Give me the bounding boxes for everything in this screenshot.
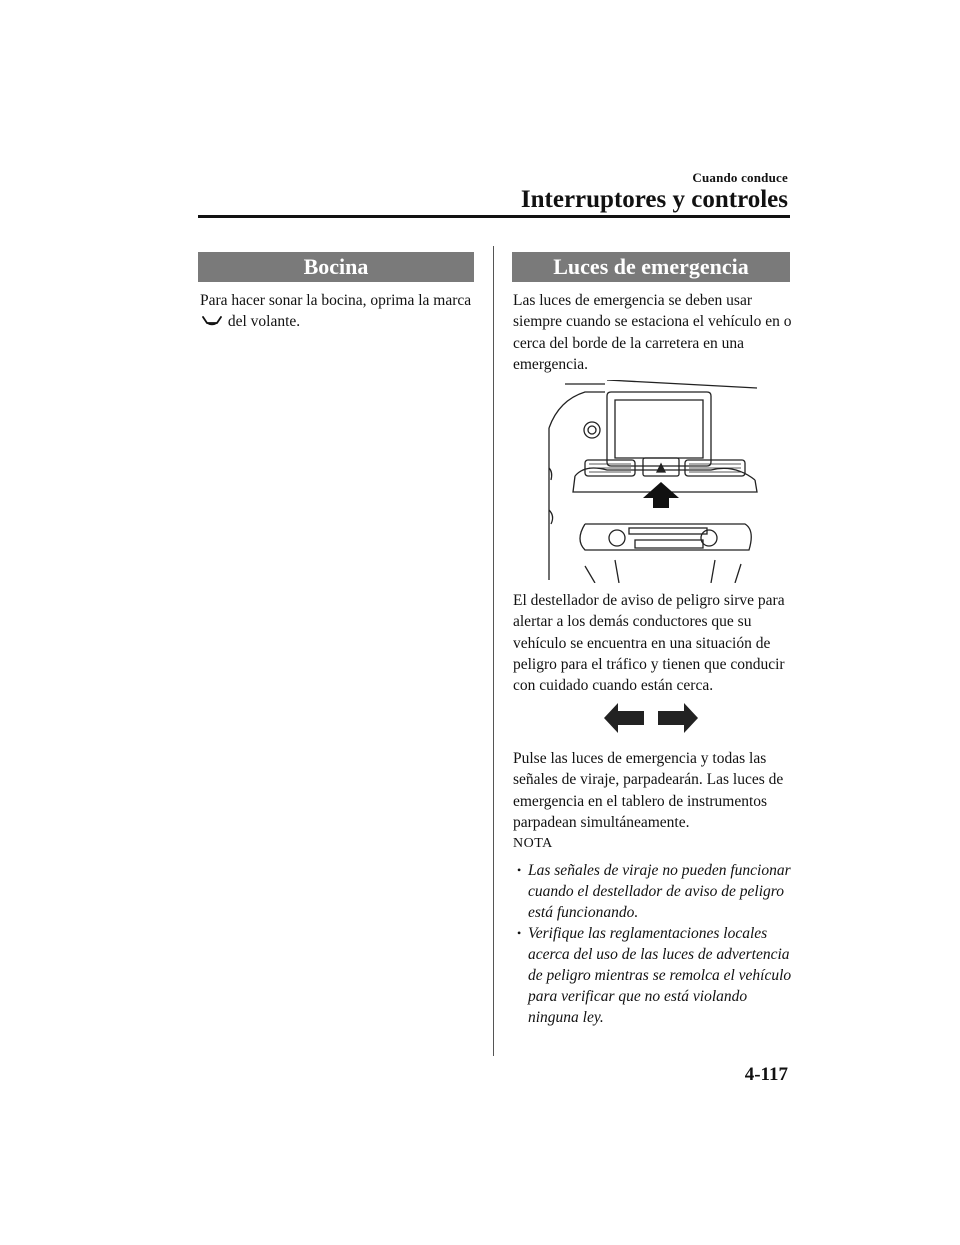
running-header-chapter: Interruptores y controles [520,186,788,213]
horn-icon [202,312,222,324]
note-text: Las señales de viraje no pueden funcionar cuando el destellador de aviso de peligro está funcionando. [528,862,791,921]
bullet-icon: • [517,863,522,877]
column-divider [493,246,494,1056]
note-label: NOTA [513,836,553,851]
left-arrow-icon [604,703,644,733]
note-list [515,860,795,1028]
right-arrow-icon [658,703,698,733]
bullet-icon: • [517,926,522,940]
turn-signal-indicators [604,703,698,733]
horn-text-after: del volante. [224,313,301,331]
section-title-horn: Bocina [198,252,474,282]
horn-paragraph [200,290,472,333]
hazard-purpose-paragraph: El destellador de aviso de peligro sirve para alertar a los demás conductores que su vehículo se encuentra en una situación de peligro para el tráfico y tienen que conducir con cuidado cuando están cerca. [513,592,785,695]
running-header-section: Cuando conduce [692,170,788,185]
page-number: 4-117 [744,1064,788,1085]
hazard-press-paragraph: Pulse las luces de emergencia y todas las señales de viraje, parpadearán. Las luces de emergencia en el tablero de instrumentos parpadean simultáneamente. [513,750,784,831]
section-title-hazard: Luces de emergencia [512,252,790,282]
hazard-intro-paragraph: Las luces de emergencia se deben usar siempre cuando se estaciona el vehículo en o cerca del borde de la carretera en una emergencia. [513,292,792,373]
header-rule [198,215,790,218]
note-text: Verifique las reglamentaciones locales acerca del uso de las luces de advertencia de peligro mientras se remolca el vehículo para verificar que no está violando ninguna ley. [528,925,792,1026]
hazard-switch-illustration [545,380,760,583]
note-item [515,860,795,923]
horn-text-before: Para hacer sonar la bocina, oprima la marca [200,292,472,309]
note-item [515,923,795,1028]
